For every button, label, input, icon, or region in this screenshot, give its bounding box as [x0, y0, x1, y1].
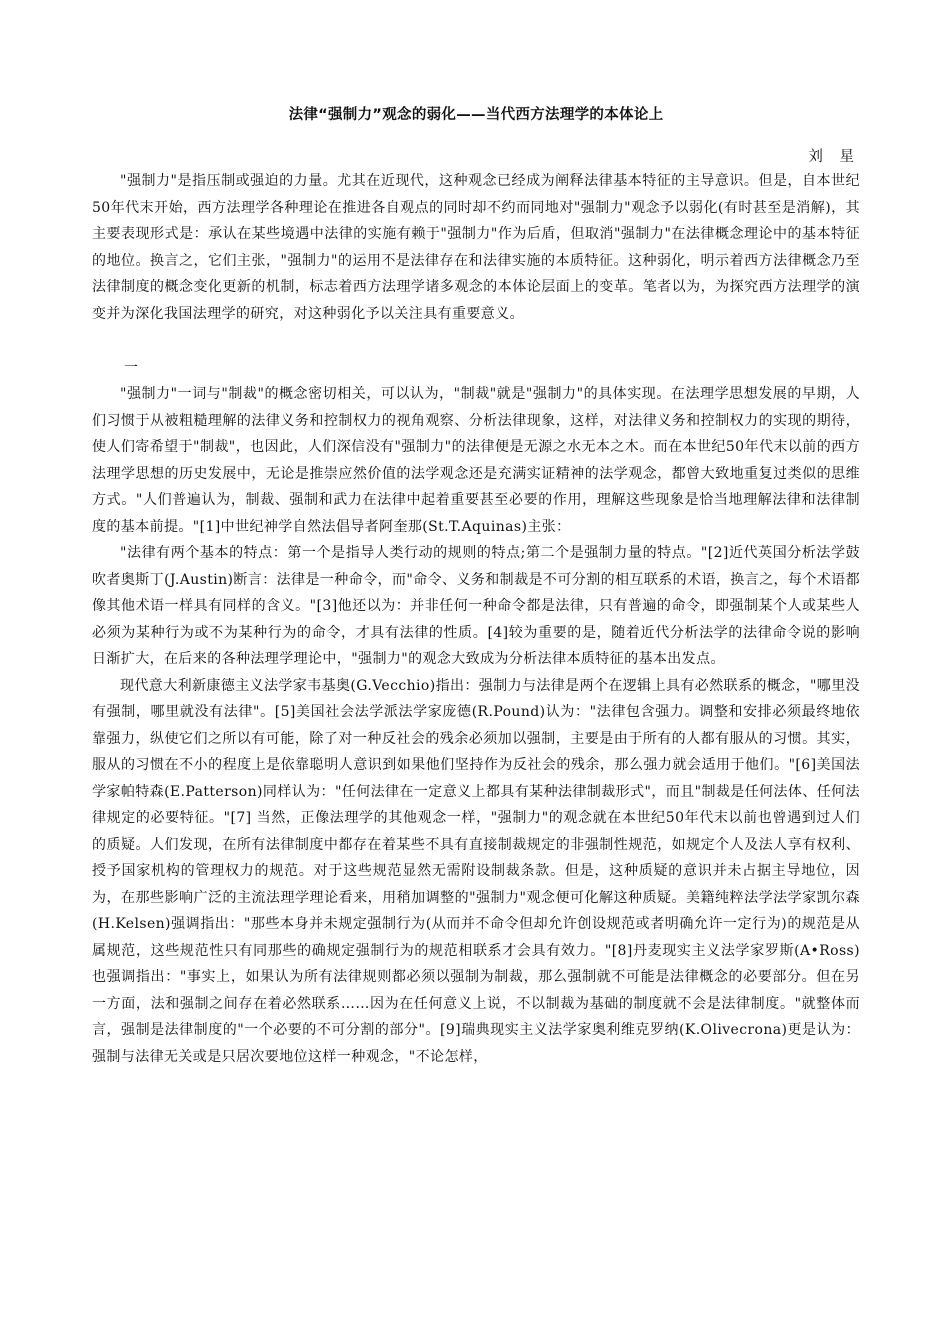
document-page — [92, 88, 860, 1070]
section-heading-one: 一 — [124, 360, 138, 376]
body-paragraph-1: "强制力"一词与"制裁"的概念密切相关，可以认为，"制裁"就是"强制力"的具体实现。在法理学思想发展的早期，人们习惯于从被粗糙理解的法律义务和控制权力的视角观察、分析法律现象，这样，对法律义务和控制权力的实现的期待，使人们寄希望于"制裁"，也因此，人们深信没有"强制力"的法律便是无源之水无本之木。而在本世纪50年代末以前的西方法理学思想的历史发展中，无论是推崇应然价值的法学观念还是充满实证精神的法学观念，都曾大致地重复过类似的思维方式。"人们普遍认为，制裁、强制和武力在法律中起着重要甚至必要的作用，理解这些现象是恰当地理解法律和法律制度的基本前提。"[1]中世纪神学自然法倡导者阿奎那(St.T.Aquinas)主张： — [92, 386, 860, 535]
author-name: 刘 星 — [808, 149, 860, 165]
document-title: 法律“强制力”观念的弱化——当代西方法理学的本体论上 — [288, 107, 664, 123]
intro-paragraph: "强制力"是指压制或强迫的力量。尤其在近现代，这种观念已经成为阐释法律基本特征的主导意识。但是，自本世纪50年代末开始，西方法理学各种理论在推进各自观点的同时却不约而同地对"强制力"观念予以弱化(有时甚至是消解)，其主要表现形式是：承认在某些境遇中法律的实施有赖于"强制力"作为后盾，但取消"强制力"在法律概念理论中的基本特征的地位。换言之，它们主张，"强制力"的运用不是法律存在和法律实施的本质特征。这种弱化，明示着西方法律概念乃至法律制度的概念变化更新的机制，标志着西方法理学诸多观念的本体论层面上的变革。笔者以为，为探究西方法理学的演变并为深化我国法理学的研究，对这种弱化予以关注具有重要意义。 — [92, 173, 860, 322]
body-paragraph-3: 现代意大利新康德主义法学家韦基奥(G.Vecchio)指出：强制力与法律是两个在逻辑上具有必然联系的概念，"哪里没有强制，哪里就没有法律"。[5]美国社会法学派法学家庞德(R.Pound)认为："法律包含强力。调整和安排必须最终地依靠强力，纵使它们之所以有可能，除了对一种反社会的残余必须加以强制，主要是由于所有的人都有服从的习惯。其实，服从的习惯在不小的程度上是依靠聪明人意识到如果他们坚持作为反社会的残余，那么强力就会适用于他们。"[6]美国法学家帕特森(E.Patterson)同样认为："任何法律在一定意义上都具有某种法律制裁形式"，而且"制裁是任何法体、任何法律规定的必要特征。"[7] 当然，正像法理学的其他观念一样，"强制力"的观念就在本世纪50年代末以前也曾遇到过人们的质疑。人们发现，在所有法律制度中都存在着某些不具有直接制裁规定的非强制性规范，如规定个人及法人享有权利、授予国家机构的管理权力的规范。对于这些规范显然无需附设制裁条款。但是，这种质疑的意识并未占据主导地位，因为，在那些影响广泛的主流法理学理论看来，用稍加调整的"强制力"观念便可化解这种质疑。美籍纯粹法学法学家凯尔森(H.Kelsen)强调指出："那些本身并未规定强制行为(从而并不命令但却允许创设规范或者明确允许一定行为)的规范是从属规范，这些规范性只有同那些的确规定强制行为的规范相联系才会具有效力。"[8]丹麦现实主义法学家罗斯(A•Ross)也强调指出："事实上，如果认为所有法律规则都必须以强制为制裁，那么强制就不可能是法律概念的必要部分。但在另一方面，法和强制之间存在着必然联系……因为在任何意义上说，不以制裁为基础的制度就不会是法律制度。"就整体而言，强制是法律制度的"一个必要的不可分割的部分"。[9]瑞典现实主义法学家奥利维克罗纳(K.Olivecrona)更是认为：强制与法律无关或是只居次要地位这样一种观念，"不论怎样， — [92, 677, 861, 1065]
body-paragraph-2: "法律有两个基本的特点：第一个是指导人类行动的规则的特点;第二个是强制力量的特点。"[2]近代英国分析法学鼓吹者奥斯丁(J.Austin)断言：法律是一种命令，而"命令、义务和制裁是不可分割的相互联系的术语，换言之，每个术语都像其他术语一样具有同样的含义。"[3]他还以为：并非任何一种命令都是法律，只有普遍的命令，即强制某个人或某些人必须为某种行为或不为某种行为的命令，才具有法律的性质。[4]较为重要的是，随着近代分析法学的法律命令说的影响日渐扩大，在后来的各种法理学理论中，"强制力"的观念大致成为分析法律本质特征的基本出发点。 — [92, 545, 860, 667]
